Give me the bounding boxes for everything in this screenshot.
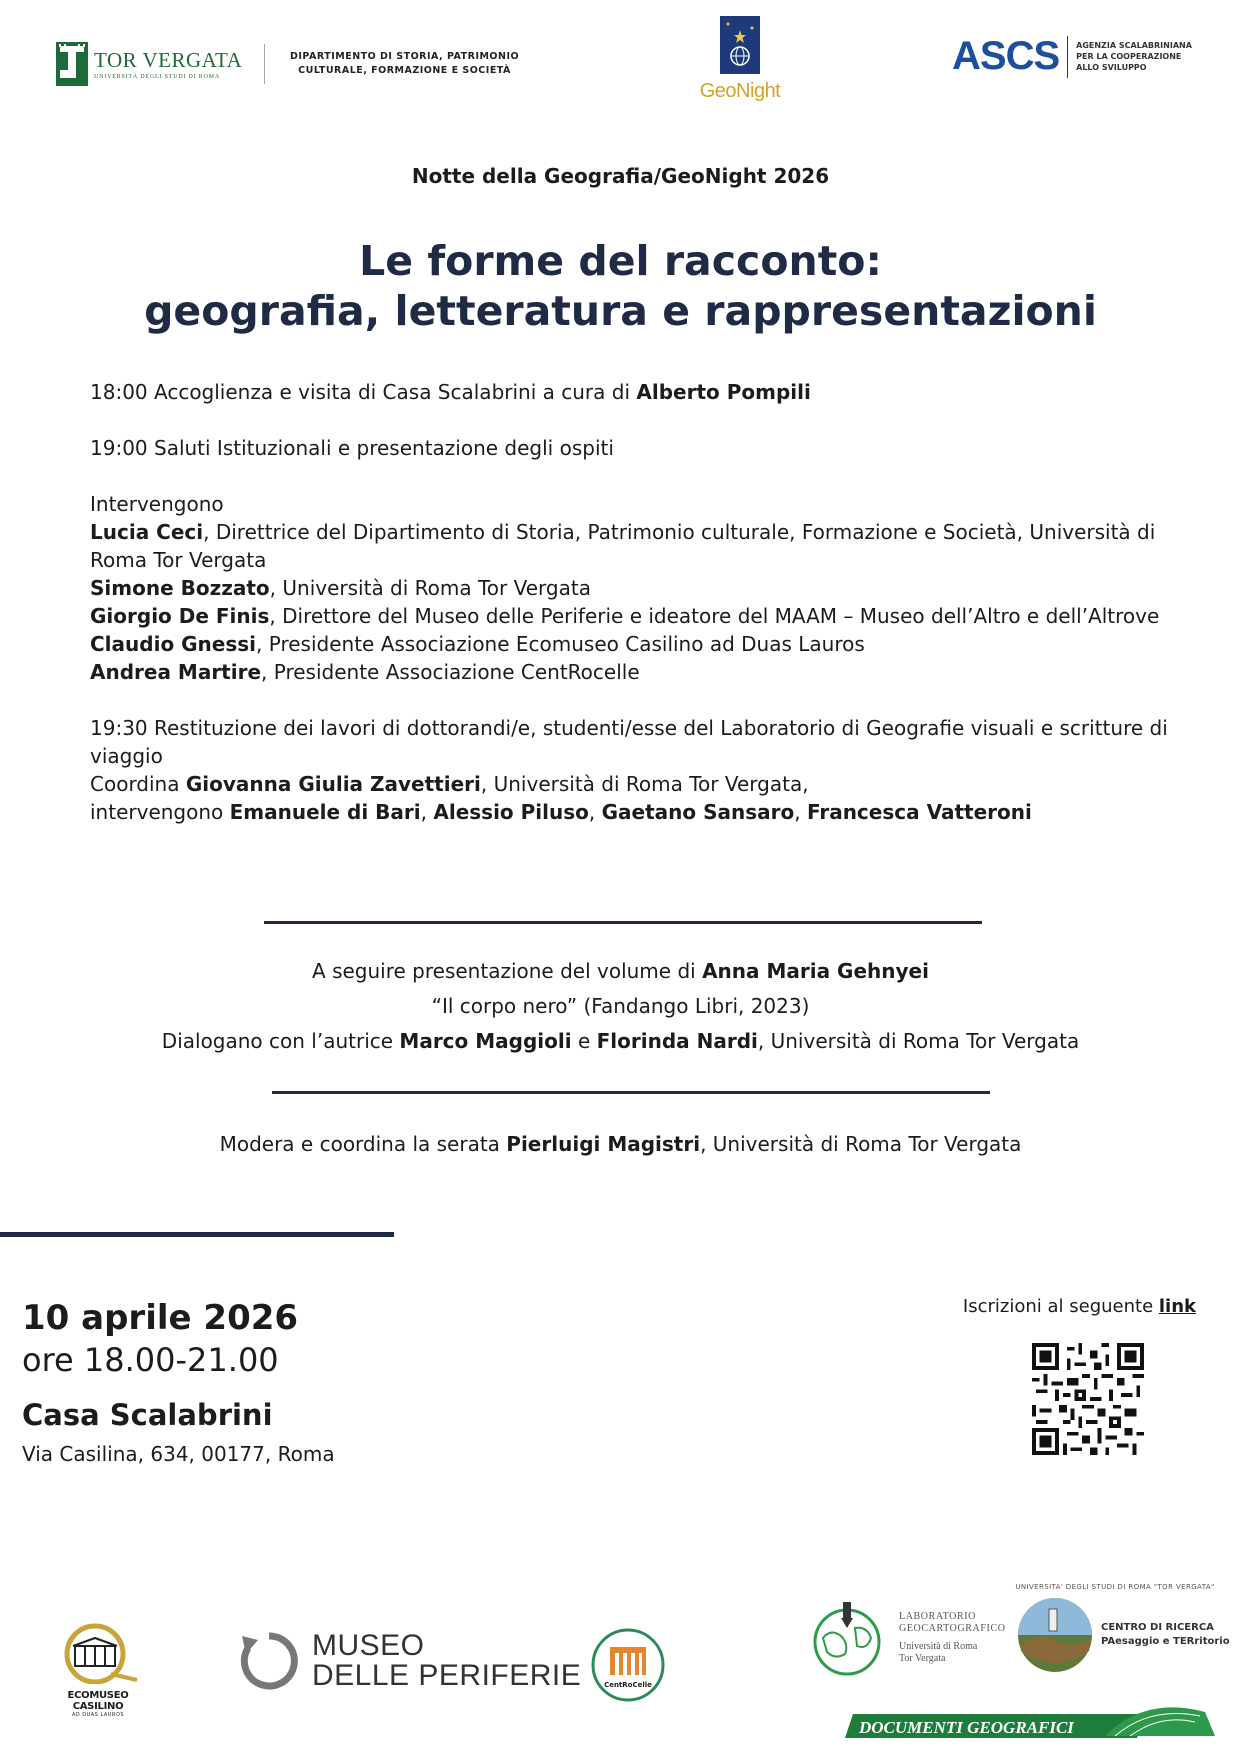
discussant-name: Marco Maggioli <box>399 1029 572 1053</box>
museo-line-1: MUSEO <box>312 1629 425 1662</box>
geonight-logo <box>690 16 790 103</box>
speaker-name: Giorgio De Finis <box>90 604 270 628</box>
geonight-emblem <box>718 16 762 76</box>
tor-vergata-name: TOR VERGATA <box>94 48 243 72</box>
program-item-1900: 19:00 Saluti Istituzionali e presentazione degli ospiti <box>90 436 614 460</box>
department-line-2: CULTURALE, FORMAZIONE E SOCIETÀ <box>298 65 511 76</box>
registration-label: Iscrizioni al seguente <box>962 1296 1159 1317</box>
ascs-sub-line-1: AGENZIA SCALABRINIANA <box>1076 41 1192 50</box>
separator: , <box>794 800 807 824</box>
date-rule <box>0 1232 394 1237</box>
registration-line <box>963 1296 1196 1317</box>
paeter-emblem <box>1015 1595 1095 1675</box>
header-divider <box>264 44 265 84</box>
separator: , <box>588 800 602 824</box>
program-item-1800 <box>90 378 1170 406</box>
laboratorio-geocartografico-logo <box>805 1598 1006 1678</box>
discussant-affiliation: , Università di Roma Tor Vergata <box>757 1029 1080 1053</box>
department-name <box>290 50 519 78</box>
conjunction: e <box>571 1029 597 1053</box>
moderator-label: Modera e coordina la serata <box>219 1132 507 1156</box>
speaker-role: , Presidente Associazione CentRocelle <box>261 660 640 684</box>
book-dialogue-label: Dialogano con l’autrice <box>161 1029 400 1053</box>
program-1930-text: 19:30 Restituzione dei lavori di dottorandi/e, studenti/esse del Laboratorio di Geografie visuali e scritture di viaggio <box>90 716 1168 768</box>
program <box>90 378 1170 826</box>
speaker <box>90 660 640 684</box>
book-line-3 <box>0 1024 1241 1059</box>
event-title <box>0 236 1241 336</box>
ecomuseo-casilino-logo <box>42 1622 154 1718</box>
laboratorio-emblem <box>805 1598 895 1678</box>
ecomuseo-emblem <box>53 1622 143 1684</box>
documenti-geografici-logo <box>845 1700 1215 1740</box>
paeter-line-1: CENTRO DI RICERCA <box>1101 1622 1214 1633</box>
book-intro: A seguire presentazione del volume di <box>312 959 703 983</box>
ecomuseo-subtitle: AD DUAS LAUROS <box>71 1712 125 1718</box>
speaker-role: , Direttrice del Dipartimento di Storia, Patrimonio culturale, Formazione e Società, Università di Roma Tor Vergata <box>90 520 1156 572</box>
student-name: Gaetano Sansaro <box>601 800 795 824</box>
speakers-block <box>90 490 1170 686</box>
speaker-name: Andrea Martire <box>90 660 262 684</box>
event-name: Notte della Geografia/GeoNight 2026 <box>411 164 830 188</box>
coordinator-label: Coordina <box>90 772 186 796</box>
laboratorio-line-2: GEOCARTOGRAFICO <box>899 1623 1006 1634</box>
student-name: Alessio Piluso <box>433 800 589 824</box>
laboratorio-line-4: Tor Vergata <box>899 1653 946 1664</box>
ascs-sub-line-2: PER LA COOPERAZIONE <box>1076 52 1182 61</box>
venue-address: Via Casilina, 634, 00177, Roma <box>22 1442 335 1466</box>
event-time: ore 18.00-21.00 <box>22 1341 279 1379</box>
speaker <box>90 604 1159 628</box>
ascs-wordmark: ASCS <box>952 34 1060 78</box>
moderator-name: Pierluigi Magistri <box>506 1132 701 1156</box>
venue-name: Casa Scalabrini <box>22 1398 273 1432</box>
ascs-sub-line-3: ALLO SVILUPPO <box>1076 63 1147 72</box>
speaker <box>90 632 865 656</box>
book-title: “Il corpo nero” (Fandango Libri, 2023) <box>431 994 810 1018</box>
speaker-name: Lucia Ceci <box>90 520 204 544</box>
museo-line-2: DELLE PERIFERIE <box>312 1659 582 1692</box>
program-item-1930 <box>90 714 1170 826</box>
speaker-name: Simone Bozzato <box>90 576 270 600</box>
speaker-name: Claudio Gnessi <box>90 632 257 656</box>
book-line-1 <box>0 954 1241 989</box>
paeter-university: UNIVERSITA' DEGLI STUDI DI ROMA "TOR VERGATA" <box>1015 1583 1215 1591</box>
department-line-1: DIPARTIMENTO DI STORIA, PATRIMONIO <box>290 51 520 62</box>
speaker-role: , Direttore del Museo delle Periferie e ideatore del MAAM – Museo dell’Altro e dell’Altrove <box>269 604 1160 628</box>
laboratorio-line-3: Università di Roma <box>899 1641 978 1652</box>
separator: , <box>420 800 434 824</box>
divider-rule-bottom <box>272 1091 990 1094</box>
museo-periferie-logo <box>236 1628 581 1694</box>
ascs-logo <box>952 34 1192 79</box>
centrocelle-logo <box>590 1627 666 1703</box>
student-name: Francesca Vatteroni <box>806 800 1032 824</box>
divider-rule-top <box>264 921 982 924</box>
tor-vergata-emblem <box>56 42 88 86</box>
coordinator-affiliation: , Università di Roma Tor Vergata, <box>480 772 809 796</box>
laboratorio-line-1: LABORATORIO <box>899 1611 976 1622</box>
ecomuseo-name: ECOMUSEO CASILINO <box>67 1690 129 1712</box>
speaker <box>90 576 591 600</box>
students-label: intervengono <box>90 800 230 824</box>
tor-vergata-subtitle: UNIVERSITÀ DEGLI STUDI DI ROMA <box>94 74 220 80</box>
coordinator-name: Giovanna Giulia Zavettieri <box>185 772 481 796</box>
speakers-label: Intervengono <box>90 492 224 516</box>
museo-periferie-emblem <box>236 1628 302 1694</box>
geonight-label: GeoNight <box>699 80 781 102</box>
paeter-line-2: PAesaggio e TERritorio <box>1101 1636 1230 1647</box>
book-presentation <box>0 954 1241 1059</box>
centro-paeter-logo <box>1015 1583 1230 1675</box>
documenti-geografici-label: DOCUMENTI GEOGRAFICI <box>859 1718 1074 1737</box>
discussant-name: Florinda Nardi <box>596 1029 758 1053</box>
tor-vergata-logo <box>56 42 265 86</box>
speaker-role: , Università di Roma Tor Vergata <box>269 576 591 600</box>
registration-link[interactable]: link <box>1158 1296 1196 1317</box>
centrocelle-label: CentRoCelle <box>604 1681 652 1689</box>
event-date: 10 aprile 2026 <box>22 1298 299 1338</box>
program-1800-host: Alberto Pompili <box>636 380 811 404</box>
speaker <box>90 520 1155 572</box>
title-line-1: Le forme del racconto: <box>359 237 882 285</box>
moderator-line <box>0 1127 1241 1162</box>
book-author: Anna Maria Gehnyei <box>702 959 929 983</box>
moderator-affiliation: , Università di Roma Tor Vergata <box>700 1132 1022 1156</box>
program-1800-text: 18:00 Accoglienza e visita di Casa Scalabrini a cura di <box>90 380 637 404</box>
title-line-2: geografia, letteratura e rappresentazioni <box>144 287 1097 335</box>
ascs-divider <box>1067 36 1068 78</box>
student-name: Emanuele di Bari <box>229 800 421 824</box>
speaker-role: , Presidente Associazione Ecomuseo Casilino ad Duas Lauros <box>256 632 865 656</box>
registration-qr-code[interactable] <box>1032 1343 1144 1455</box>
